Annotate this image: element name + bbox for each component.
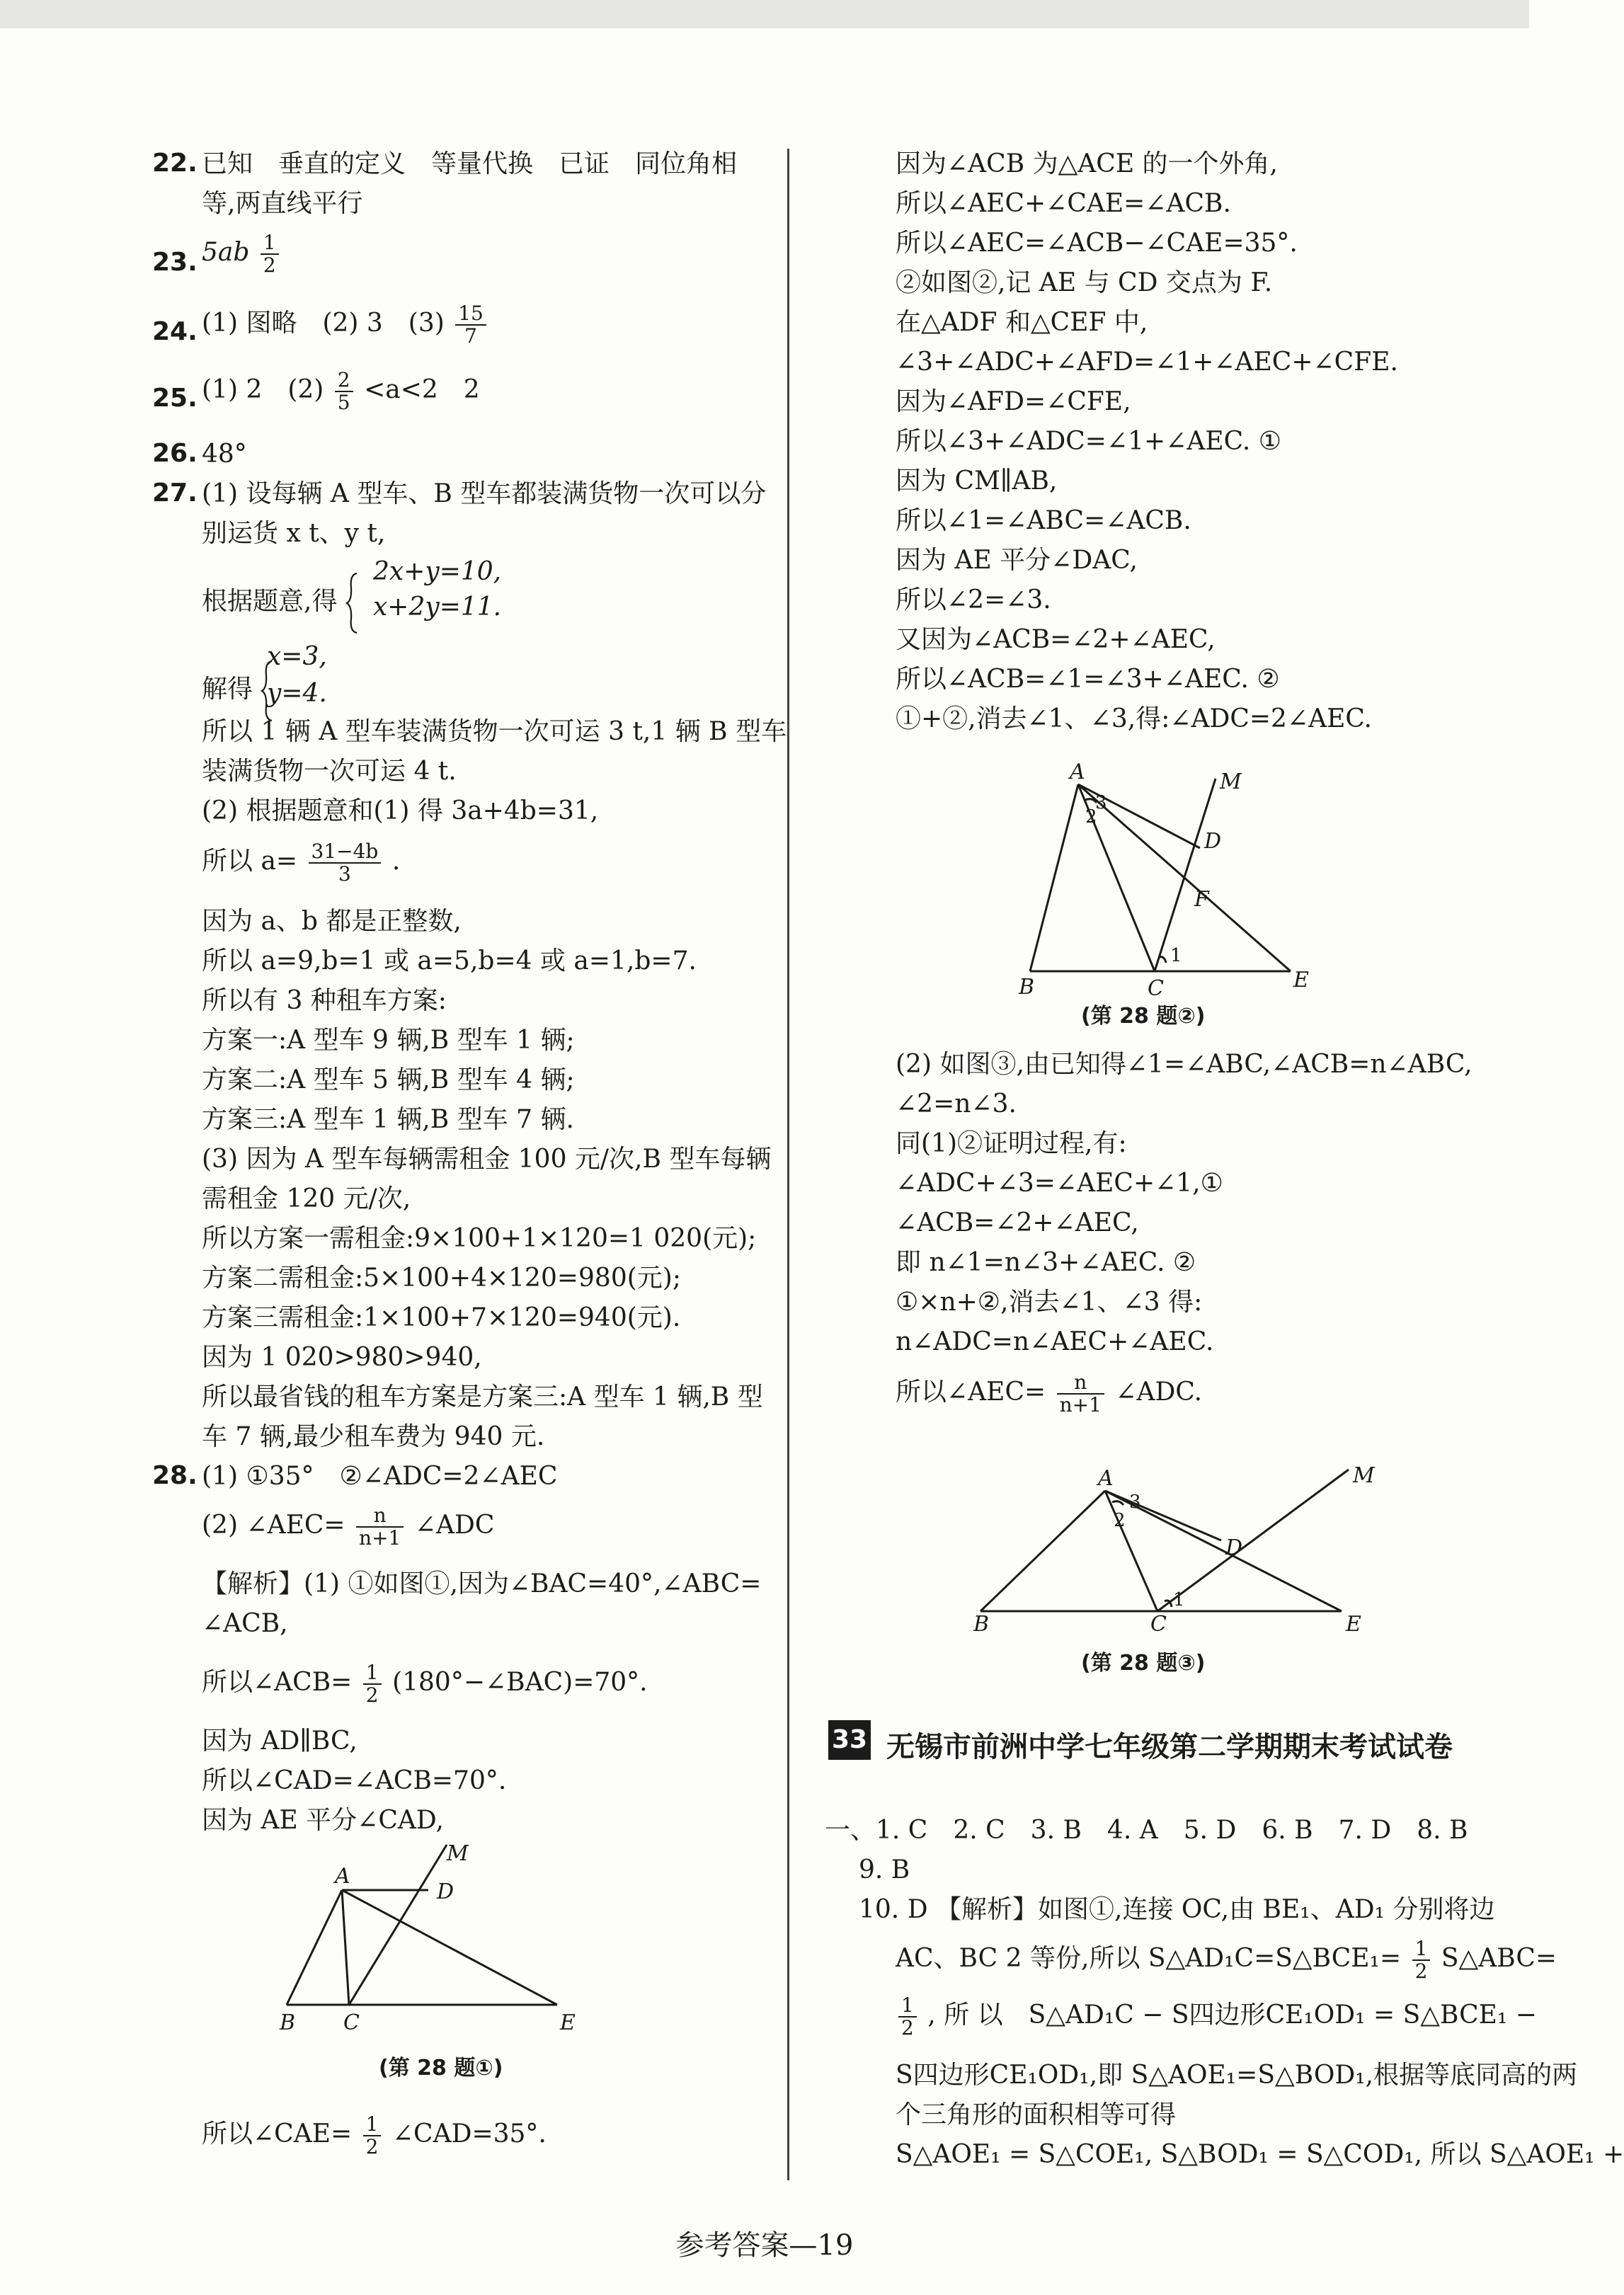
formula-post: . — [391, 847, 401, 876]
label-M: M — [1220, 769, 1242, 794]
q23-fraction — [261, 232, 279, 276]
q27-line: 所以最省钱的租车方案是方案三:A 型车 1 辆,B 型 — [202, 1383, 763, 1412]
q27-line: 因为 a、b 都是正整数, — [202, 907, 462, 936]
label-A: A — [335, 1864, 350, 1889]
q25-fraction — [335, 370, 353, 413]
r-line: (2) 如图③,由已知得∠1=∠ABC,∠ACB=n∠ABC, — [896, 1050, 1473, 1079]
column-divider — [787, 149, 789, 2180]
label-M: M — [1353, 1463, 1375, 1488]
q10-line: 个三角形的面积相等可得 — [896, 2100, 1177, 2129]
q27-line: 需租金 120 元/次, — [202, 1184, 411, 1213]
q28-number: 28. — [152, 1461, 198, 1490]
q27-solve-label: 解得 — [202, 675, 253, 704]
q28-line: (1) ①35° ②∠ADC=2∠AEC — [202, 1462, 558, 1491]
q23-answer — [202, 232, 282, 276]
q27-line: 装满货物一次可运 4 t. — [202, 757, 457, 786]
q23-text: 5ab — [202, 238, 250, 267]
r-line: ∠2=n∠3. — [896, 1089, 1017, 1118]
q10-formula — [896, 1995, 1537, 2039]
angle2-arc — [1112, 1501, 1123, 1505]
r-line: 因为 AE 平分∠DAC, — [896, 546, 1138, 575]
label-M: M — [447, 1841, 469, 1866]
q27-line: 方案一:A 型车 9 辆,B 型车 1 辆; — [202, 1026, 575, 1055]
r-line: 同(1)②证明过程,有: — [896, 1129, 1127, 1158]
frac-num: 1 — [261, 232, 279, 255]
r-line: 所以∠AEC=∠ACB−∠CAE=35°. — [896, 229, 1298, 258]
label-D: D — [1204, 829, 1222, 854]
scan-top-band — [0, 0, 1529, 28]
r-line: 在△ADF 和△CEF 中, — [896, 308, 1148, 337]
label-B: B — [973, 1612, 990, 1637]
formula-pre: 所以∠CAE= — [202, 2119, 353, 2148]
r-line: 因为 CM∥AB, — [896, 467, 1058, 496]
r-line: ①×n+②,消去∠1、∠3 得: — [896, 1288, 1203, 1317]
r-line: 即 n∠1=n∠3+∠AEC. ② — [896, 1248, 1196, 1277]
r-line: ∠ADC+∠3=∠AEC+∠1,① — [896, 1169, 1223, 1198]
label-E: E — [1346, 1612, 1361, 1637]
r-line: 所以∠AEC+∠CAE=∠ACB. — [896, 189, 1231, 218]
figure-28-2 — [1009, 757, 1377, 1001]
q27-line: 所以 1 辆 A 型车装满货物一次可运 3 t,1 辆 B 型车 — [202, 717, 787, 746]
q25-number: 25. — [152, 384, 198, 413]
formula-post: ∠CAD=35°. — [391, 2119, 547, 2148]
q22-number: 22. — [152, 149, 198, 178]
frac-num: 31−4b — [309, 841, 382, 864]
formula-pre: 所以∠AEC= — [896, 1378, 1046, 1407]
formula-pre: AC、BC 2 等份,所以 S△AD₁C=S△BCE₁= — [896, 1944, 1402, 1973]
q25-pre: (1) 2 (2) — [202, 375, 324, 404]
section-title: 无锡市前洲中学七年级第二学期期末考试试卷 — [886, 1731, 1453, 1763]
fig2-caption: (第 28 题②) — [1081, 1004, 1206, 1029]
frac-den: 2 — [365, 2135, 379, 2158]
r-line: 所以∠2=∠3. — [896, 585, 1051, 614]
fig1-label-C: C — [343, 2010, 360, 2035]
figure-28-3 — [973, 1441, 1398, 1637]
segment-AB — [1030, 784, 1078, 971]
formula-post: S△ABC= — [1441, 1944, 1557, 1973]
fig1-label-B: B — [280, 2010, 296, 2035]
r-line: ①+②,消去∠1、∠3,得:∠ADC=2∠AEC. — [896, 704, 1373, 733]
q27-line: 方案三需租金:1×100+7×120=940(元). — [202, 1303, 681, 1332]
fig1-caption: (第 28 题①) — [379, 2056, 503, 2081]
label-C: C — [1150, 1612, 1167, 1637]
q26-number: 26. — [152, 439, 198, 468]
frac-den: n+1 — [359, 1526, 401, 1550]
frac-num: 1 — [363, 2114, 382, 2136]
label-angle-1: 1 — [1170, 945, 1182, 966]
section-number-badge: 33 — [828, 1720, 871, 1760]
q10-line: S△AOE₁ = S△COE₁, S△BOD₁ = S△COD₁, 所以 S△AOE₁ + — [896, 2140, 1624, 2169]
r24-fraction — [1057, 1372, 1104, 1416]
q27-line: 方案二需租金:5×100+4×120=980(元); — [202, 1264, 681, 1293]
r-line: 所以∠ACB=∠1=∠3+∠AEC. ② — [896, 665, 1280, 694]
q10-fraction — [898, 1995, 917, 2039]
q28-fraction — [363, 1662, 382, 1706]
label-angle-2: 2 — [1085, 806, 1097, 828]
label-angle-3: 3 — [1095, 792, 1107, 813]
r-line: 所以∠3+∠ADC=∠1+∠AEC. ① — [896, 427, 1282, 456]
frac-den: 2 — [901, 2016, 914, 2039]
r-line: n∠ADC=n∠AEC+∠AEC. — [896, 1327, 1214, 1356]
figure-28-1 — [280, 1841, 733, 2018]
q28-line: 【解析】(1) ①如图①,因为∠BAC=40°,∠ABC= — [202, 1569, 762, 1598]
q27-line: (3) 因为 A 型车每辆需租金 100 元/次,B 型车每辆 — [202, 1145, 772, 1174]
q27-line: 方案二:A 型车 5 辆,B 型车 4 辆; — [202, 1065, 575, 1094]
angle1-arc — [1159, 957, 1166, 963]
q27-line: 所以有 3 种租车方案: — [202, 986, 447, 1015]
choice-answers-line1: 一、1. C 2. C 3. B 4. A 5. D 6. B 7. D 8. B — [825, 1816, 1468, 1845]
q27-sol1: x=3, — [267, 642, 327, 671]
q27-sol2: y=4. — [267, 679, 327, 708]
frac-num: 1 — [1412, 1938, 1431, 1961]
r-line: ②如图②,记 AE 与 CD 交点为 F. — [896, 268, 1273, 297]
q27-line: (2) 根据题意和(1) 得 3a+4b=31, — [202, 796, 599, 825]
q28-formula — [202, 1662, 648, 1706]
choice-answers-line2: 9. B — [859, 1855, 910, 1884]
q27-line: 所以方案一需租金:9×100+1×120=1 020(元); — [202, 1224, 757, 1253]
segment-AE — [342, 1890, 557, 2005]
q27-line: 车 7 辆,最少租车费为 940 元. — [202, 1422, 545, 1451]
q27-system-2 — [202, 660, 275, 722]
q27-line: 方案三:A 型车 1 辆,B 型车 7 辆. — [202, 1105, 574, 1134]
label-B: B — [1019, 975, 1035, 1000]
q27-fraction — [309, 841, 382, 885]
q27-line: 因为 1 020>980>940, — [202, 1343, 482, 1372]
q27-system-1 — [202, 572, 360, 634]
frac-den: 3 — [338, 862, 351, 886]
q27-a-formula — [202, 841, 400, 885]
fig1-label-E: E — [560, 2010, 576, 2035]
q27-line: 所以 a=9,b=1 或 a=5,b=4 或 a=1,b=7. — [202, 946, 697, 975]
formula-post: , 所 以 S△AD₁C − S四边形CE₁OD₁ = S△BCE₁ − — [927, 2001, 1537, 2030]
formula-pre: 所以 a= — [202, 847, 298, 876]
label-D: D — [437, 1879, 454, 1904]
frac-den: 5 — [337, 391, 350, 414]
formula-pre: (2) ∠AEC= — [202, 1511, 345, 1540]
q24-text: (1) 图略 (2) 3 (3) — [202, 309, 445, 338]
r-line: 所以∠1=∠ABC=∠ACB. — [896, 506, 1191, 535]
q28-formula — [202, 1505, 494, 1549]
label-A: A — [1070, 760, 1085, 784]
q24-fraction — [455, 303, 486, 347]
q27-line: 别运货 x t、y t, — [202, 519, 386, 548]
q28-line: ∠ACB, — [202, 1609, 288, 1638]
ray-CM — [1155, 779, 1216, 971]
q27-eq2: x+2y=11. — [373, 593, 502, 622]
r-line: 又因为∠ACB=∠2+∠AEC, — [896, 625, 1216, 654]
segment-AB — [287, 1890, 342, 2005]
frac-num: 2 — [335, 370, 353, 392]
label-D: D — [1225, 1535, 1243, 1560]
label-F: F — [1194, 887, 1209, 912]
label-angle-3: 3 — [1129, 1492, 1141, 1513]
r-line: 因为∠ACB 为△ACE 的一个外角, — [896, 149, 1279, 178]
label-A: A — [1098, 1466, 1114, 1491]
q27-eq1: 2x+y=10, — [373, 557, 502, 586]
q25-answer — [202, 370, 480, 413]
ray-CM — [1157, 1470, 1349, 1611]
q27-line: (1) 设每辆 A 型车、B 型车都装满货物一次可以分 — [202, 479, 767, 508]
q27-number: 27. — [152, 479, 198, 508]
q10-fraction — [1412, 1938, 1431, 1982]
q28-formula — [202, 2114, 547, 2158]
frac-den: 2 — [263, 253, 276, 277]
ray-CM — [349, 1845, 447, 2005]
frac-num: 1 — [363, 1662, 382, 1685]
frac-den: 2 — [365, 1683, 379, 1707]
frac-num: 15 — [455, 303, 486, 326]
q25-post: <a<2 2 — [364, 375, 480, 404]
q27-system-label: 根据题意,得 — [202, 587, 338, 616]
frac-den: 2 — [1414, 1959, 1428, 1983]
page-footer: 参考答案—19 — [675, 2229, 854, 2262]
r-line: ∠3+∠ADC+∠AFD=∠1+∠AEC+∠CFE. — [896, 348, 1398, 377]
formula-post: (180°−∠BAC)=70°. — [392, 1668, 648, 1697]
frac-num: n — [356, 1505, 404, 1528]
q28-fraction — [363, 2114, 382, 2158]
q24-number: 24. — [152, 317, 198, 346]
q28-line: 因为 AE 平分∠CAD, — [202, 1806, 444, 1835]
q28-line: 因为 AD∥BC, — [202, 1727, 358, 1756]
q24-answer — [202, 303, 489, 347]
fig3-caption: (第 28 题③) — [1081, 1651, 1206, 1676]
r-formula — [896, 1372, 1202, 1416]
frac-num: 1 — [898, 1995, 917, 2018]
q26-answer: 48° — [202, 440, 247, 469]
frac-den: 7 — [464, 324, 477, 348]
frac-num: n — [1057, 1372, 1104, 1395]
q10-line: S四边形CE₁OD₁,即 S△AOE₁=S△BOD₁,根据等底同高的两 — [896, 2061, 1578, 2090]
brace-icon — [345, 572, 360, 634]
label-angle-2: 2 — [1114, 1510, 1126, 1531]
segment-AB — [980, 1491, 1105, 1611]
q23-number: 23. — [152, 248, 198, 277]
q22-line1: 已知 垂直的定义 等量代换 已证 同位角相 — [202, 149, 738, 178]
q10-line: 10. D 【解析】如图①,连接 OC,由 BE₁、AD₁ 分别将边 — [859, 1895, 1495, 1924]
q28-line: 所以∠CAD=∠ACB=70°. — [202, 1766, 507, 1795]
formula-post: ∠ADC — [414, 1511, 495, 1540]
r-line: 因为∠AFD=∠CFE, — [896, 387, 1131, 416]
q10-formula — [896, 1938, 1557, 1982]
r-line: ∠ACB=∠2+∠AEC, — [896, 1208, 1139, 1237]
formula-pre: 所以∠ACB= — [202, 1668, 353, 1697]
label-C: C — [1148, 976, 1164, 1001]
formula-post: ∠ADC. — [1115, 1378, 1203, 1407]
frac-den: n+1 — [1059, 1393, 1102, 1417]
q28-fraction — [356, 1505, 404, 1549]
label-E: E — [1293, 968, 1309, 992]
segment-AC — [342, 1890, 349, 2005]
label-angle-1: 1 — [1173, 1589, 1185, 1610]
q22-line2: 等,两直线平行 — [202, 189, 363, 218]
